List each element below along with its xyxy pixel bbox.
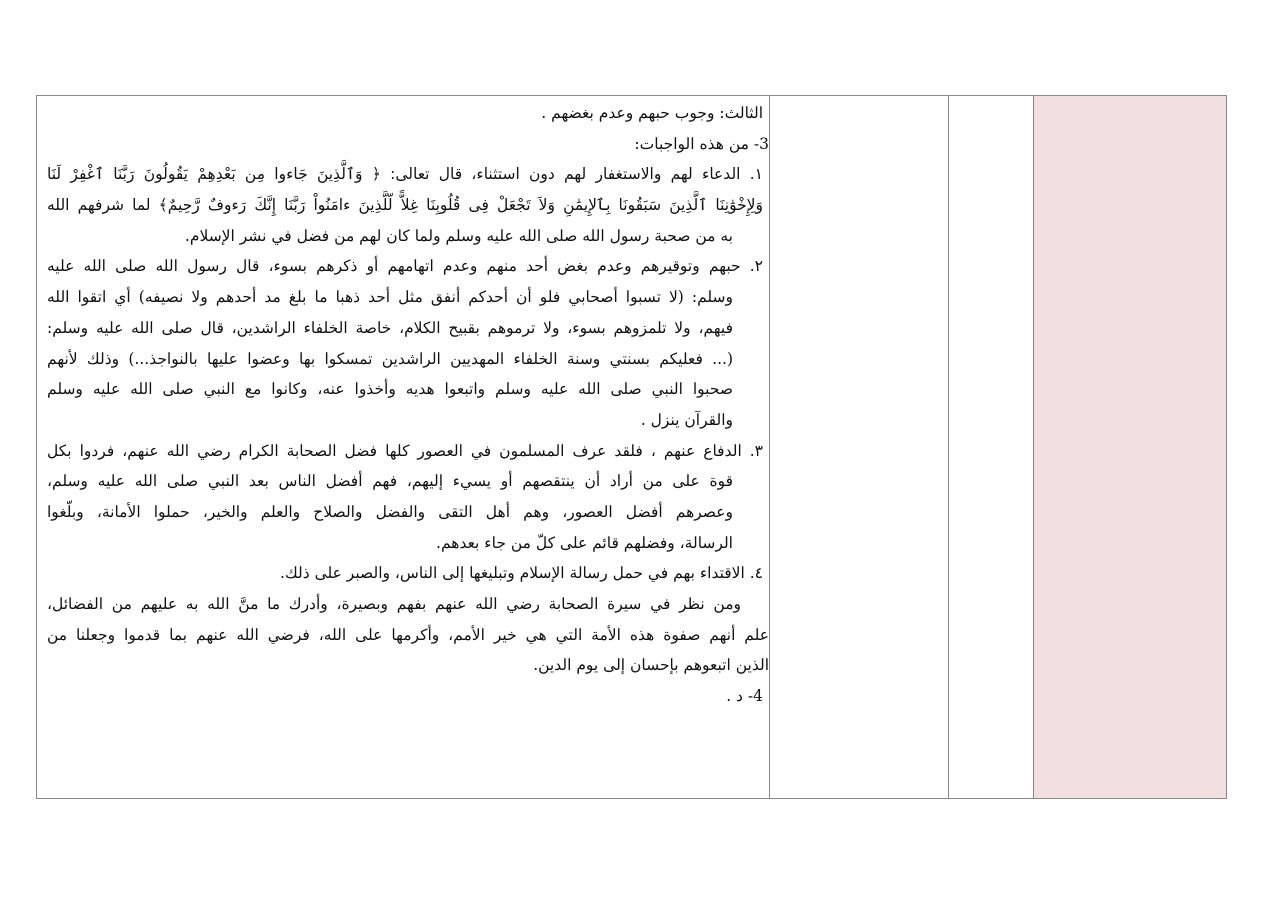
empty-column-cell-2 xyxy=(949,96,1034,799)
heading-third-duty: الثالث: وجوب حبهم وعدم بغضهم . xyxy=(541,104,763,122)
list-item-3-line-3: وعصرهم أفضل العصور، وهم أهل التقى والفضل والصلاح والعلم والخير، حملوا الأمانة، وبلّغوا xyxy=(47,502,733,521)
list-item-2-line-3: فيهم، ولا تلمزوهم بسوء، ولا ترموهم بقبيح الكلام، خاصة الخلفاء الراشدين، قال صلى الله عليه وسلم: xyxy=(47,318,733,337)
closing-paragraph-line-2: علم أنهم صفوة هذه الأمة التي هي خير الأمم، وأكرمها على الله، فرضي الله عنهم بما قدموا وجعلنا من xyxy=(47,625,769,644)
closing-paragraph-line-3: الذين اتبعوهم بإحسان إلى يوم الدين. xyxy=(533,656,769,675)
list-item-2-line-5: صحبوا النبي صلى الله عليه وسلم واتبعوا هديه وأخذوا عنه، وكانوا مع النبي صلى الله عليه وسلم xyxy=(47,380,733,399)
list-item-2-line-2: وسلم: (لا تسبوا أصحابي فلو أن أحدكم أنفق مثل أحد ذهبا ما بلغ مد أحدهم ولا نصيفه) أي اتقوا الله xyxy=(47,288,733,307)
list-item-3-line-1: ٣. الدفاع عنهم ، فلقد عرف المسلمون في العصور كلها فضل الصحابة الكرام رضي الله عنهم، فردوا بكل xyxy=(47,441,763,460)
shaded-column-cell xyxy=(1034,96,1227,799)
answer-4: 4- د . xyxy=(726,687,763,706)
list-item-2-line-6: والقرآن ينزل . xyxy=(640,410,733,429)
list-item-1-line-2: وَلِإِخْوَٰنِنَا ٱلَّذِينَ سَبَقُونَا بِٱلإِيمَٰنِ وَلاَ تَجْعَلْ فِى قُلُوبِنَا غِلاًّ لّلَّذِينَ ءامَنُواْ رَبَّنَا إِنَّكَ رَءوفٌ رَّحِيمٌ﴾ لما شرفهم الله xyxy=(47,196,763,215)
list-item-1-line-1: ١. الدعاء لهم والاستغفار لهم دون استثناء، قال تعالى: ﴿ وَٱلَّذِينَ جَاءوا مِن بَعْدِهِمْ يَقُولُونَ رَبَّنَا ٱغْفِرْ لَنَا xyxy=(47,165,763,184)
text-column-cell xyxy=(37,96,770,799)
list-item-2-line-4: (... فعليكم بسنتي وسنة الخلفاء المهديين الراشدين تمسكوا بها وعضوا عليها بالنواجذ...) وذلك لأنهم xyxy=(47,349,733,368)
list-item-3-line-2: قوة على من أراد أن ينتقصهم أو يسيء إليهم، فهم أفضل الناس بعد النبي صلى الله عليه وسلم، xyxy=(47,472,733,491)
table-row xyxy=(37,96,1227,799)
list-item-2-line-1: ٢. حبهم وتوقيرهم وعدم بغض أحد منهم وعدم اتهامهم أو ذكرهم بسوء، قال رسول الله صلى الله عليه xyxy=(47,257,763,276)
list-item-3-line-4: الرسالة، وفضلهم قائم على كلّ من جاء بعدهم. xyxy=(436,533,733,552)
empty-column-cell-1 xyxy=(770,96,949,799)
list-item-4: ٤. الاقتداء بهم في حمل رسالة الإسلام وتبليغها إلى الناس، والصبر على ذلك. xyxy=(280,564,763,583)
heading-duties-list: 3- من هذه الواجبات: xyxy=(634,134,769,153)
list-item-1-line-3: به من صحبة رسول الله صلى الله عليه وسلم ولما كان لهم من فضل في نشر الإسلام. xyxy=(184,226,733,245)
closing-paragraph-line-1: ومن نظر في سيرة الصحابة رضي الله عنهم بفهم وبصيرة، وأدرك ما منَّ الله به عليهم من الفضائل، xyxy=(47,595,741,613)
content-table xyxy=(36,95,1227,799)
